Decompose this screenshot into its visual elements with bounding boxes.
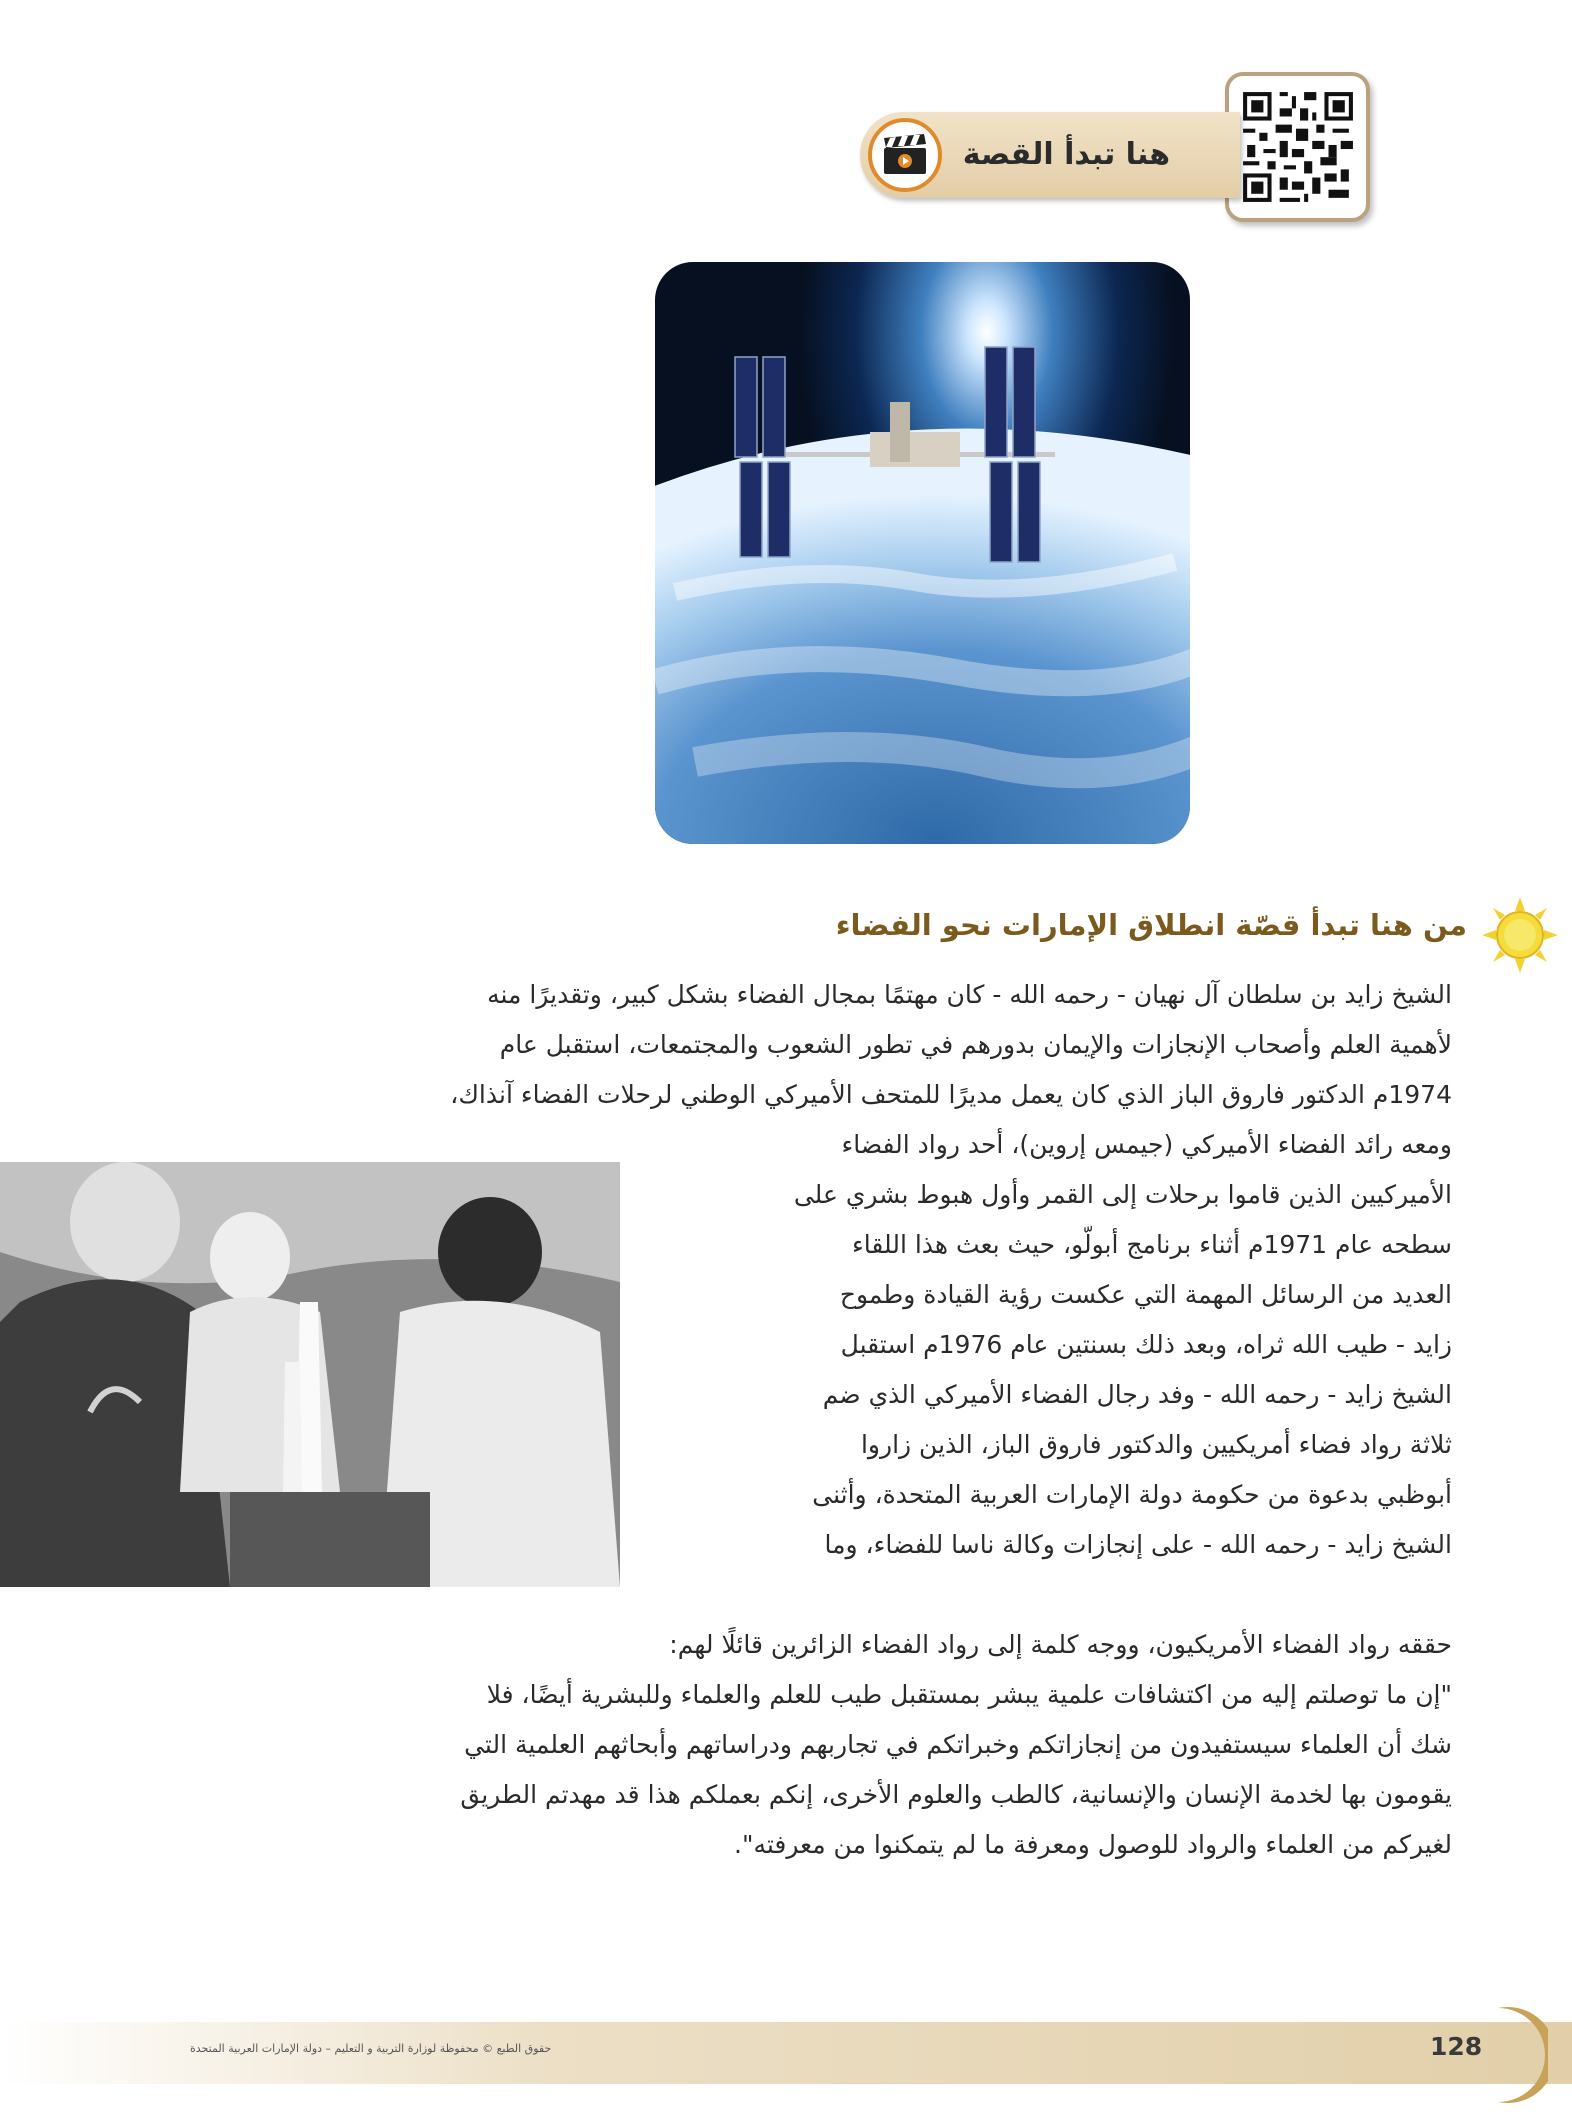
text-line: العديد من الرسائل المهمة التي عكست رؤية القيادة وطموح bbox=[839, 1280, 1452, 1309]
text-line: شك أن العلماء سيستفيدون من إنجازاتكم وخبراتكم في تجاربهم ودراساتهم وأبحاثهم العلمية التي bbox=[464, 1730, 1452, 1759]
text-line: لغيركم من العلماء والرواد للوصول ومعرفة ما لم يتمكنوا من معرفته". bbox=[734, 1830, 1452, 1859]
paragraph-address bbox=[122, 1620, 1452, 1670]
text-line: "إن ما توصلتم إليه من اكتشافات علمية يبشر بمستقبل طيب للعلم والعلماء وللبشرية أيضًا، فلا bbox=[486, 1680, 1452, 1709]
story-start-badge[interactable] bbox=[860, 112, 1240, 198]
text-line: سطحه عام 1971م أثناء برنامج أبولّو، حيث بعث هذا اللقاء bbox=[852, 1230, 1452, 1259]
historic-meeting-photo bbox=[0, 1162, 620, 1587]
text-line: ومعه رائد الفضاء الأميركي (جيمس إروين)، أحد رواد الفضاء bbox=[841, 1130, 1452, 1159]
paragraph-quote bbox=[122, 1670, 1452, 1870]
crescent-icon bbox=[1478, 2000, 1548, 2110]
space-station-photo bbox=[655, 262, 1190, 844]
text-line: ثلاثة رواد فضاء أمريكيين والدكتور فاروق الباز، الذين زاروا bbox=[860, 1430, 1452, 1459]
text-line: حققه رواد الفضاء الأمريكيون، ووجه كلمة إلى رواد الفضاء الزائرين قائلًا لهم: bbox=[669, 1630, 1452, 1659]
text-line: الشيخ زايد - رحمه الله - وفد رجال الفضاء الأميركي الذي ضم bbox=[822, 1380, 1452, 1409]
copyright-text: حقوق الطبع © محفوظة لوزارة التربية و التعليم – دولة الإمارات العربية المتحدة bbox=[190, 2042, 552, 2055]
section-title: من هنا تبدأ قصّة انطلاق الإمارات نحو الفضاء bbox=[835, 908, 1467, 942]
page-number: 128 bbox=[1430, 2032, 1483, 2061]
text-line: الشيخ زايد - رحمه الله - على إنجازات وكالة ناسا للفضاء، وما bbox=[824, 1530, 1452, 1559]
text-line: لأهمية العلم وأصحاب الإنجازات والإيمان بدورهم في تطور الشعوب والمجتمعات، استقبل عام bbox=[499, 1030, 1452, 1059]
story-start-label: هنا تبدأ القصة bbox=[962, 137, 1170, 172]
qr-code-icon bbox=[1239, 88, 1357, 206]
text-line: الأميركيين الذين قاموا برحلات إلى القمر وأول هبوط بشري على bbox=[793, 1180, 1452, 1209]
text-line: يقومون بها لخدمة الإنسان والإنسانية، كالطب والعلوم الأخرى، إنكم بعملكم هذا قد مهدتم الطريق bbox=[460, 1780, 1452, 1809]
paragraph-intro bbox=[122, 970, 1452, 1120]
clapperboard-icon bbox=[882, 134, 928, 176]
paragraph-visit bbox=[562, 1120, 1452, 1570]
qr-code[interactable] bbox=[1225, 72, 1370, 222]
text-line: أبوظبي بدعوة من حكومة دولة الإمارات العربية المتحدة، وأثنى bbox=[812, 1480, 1452, 1509]
text-line: زايد - طيب الله ثراه، وبعد ذلك بسنتين عام 1976م استقبل bbox=[840, 1330, 1452, 1359]
sun-icon bbox=[1480, 895, 1560, 975]
text-line: الشيخ زايد بن سلطان آل نهيان - رحمه الله - كان مهتمًا بمجال الفضاء بشكل كبير، وتقديرًا منه bbox=[487, 980, 1452, 1009]
video-button[interactable] bbox=[868, 118, 942, 192]
text-line: 1974م الدكتور فاروق الباز الذي كان يعمل مديرًا للمتحف الأميركي الوطني لرحلات الفضاء آنذاك، bbox=[450, 1080, 1452, 1109]
